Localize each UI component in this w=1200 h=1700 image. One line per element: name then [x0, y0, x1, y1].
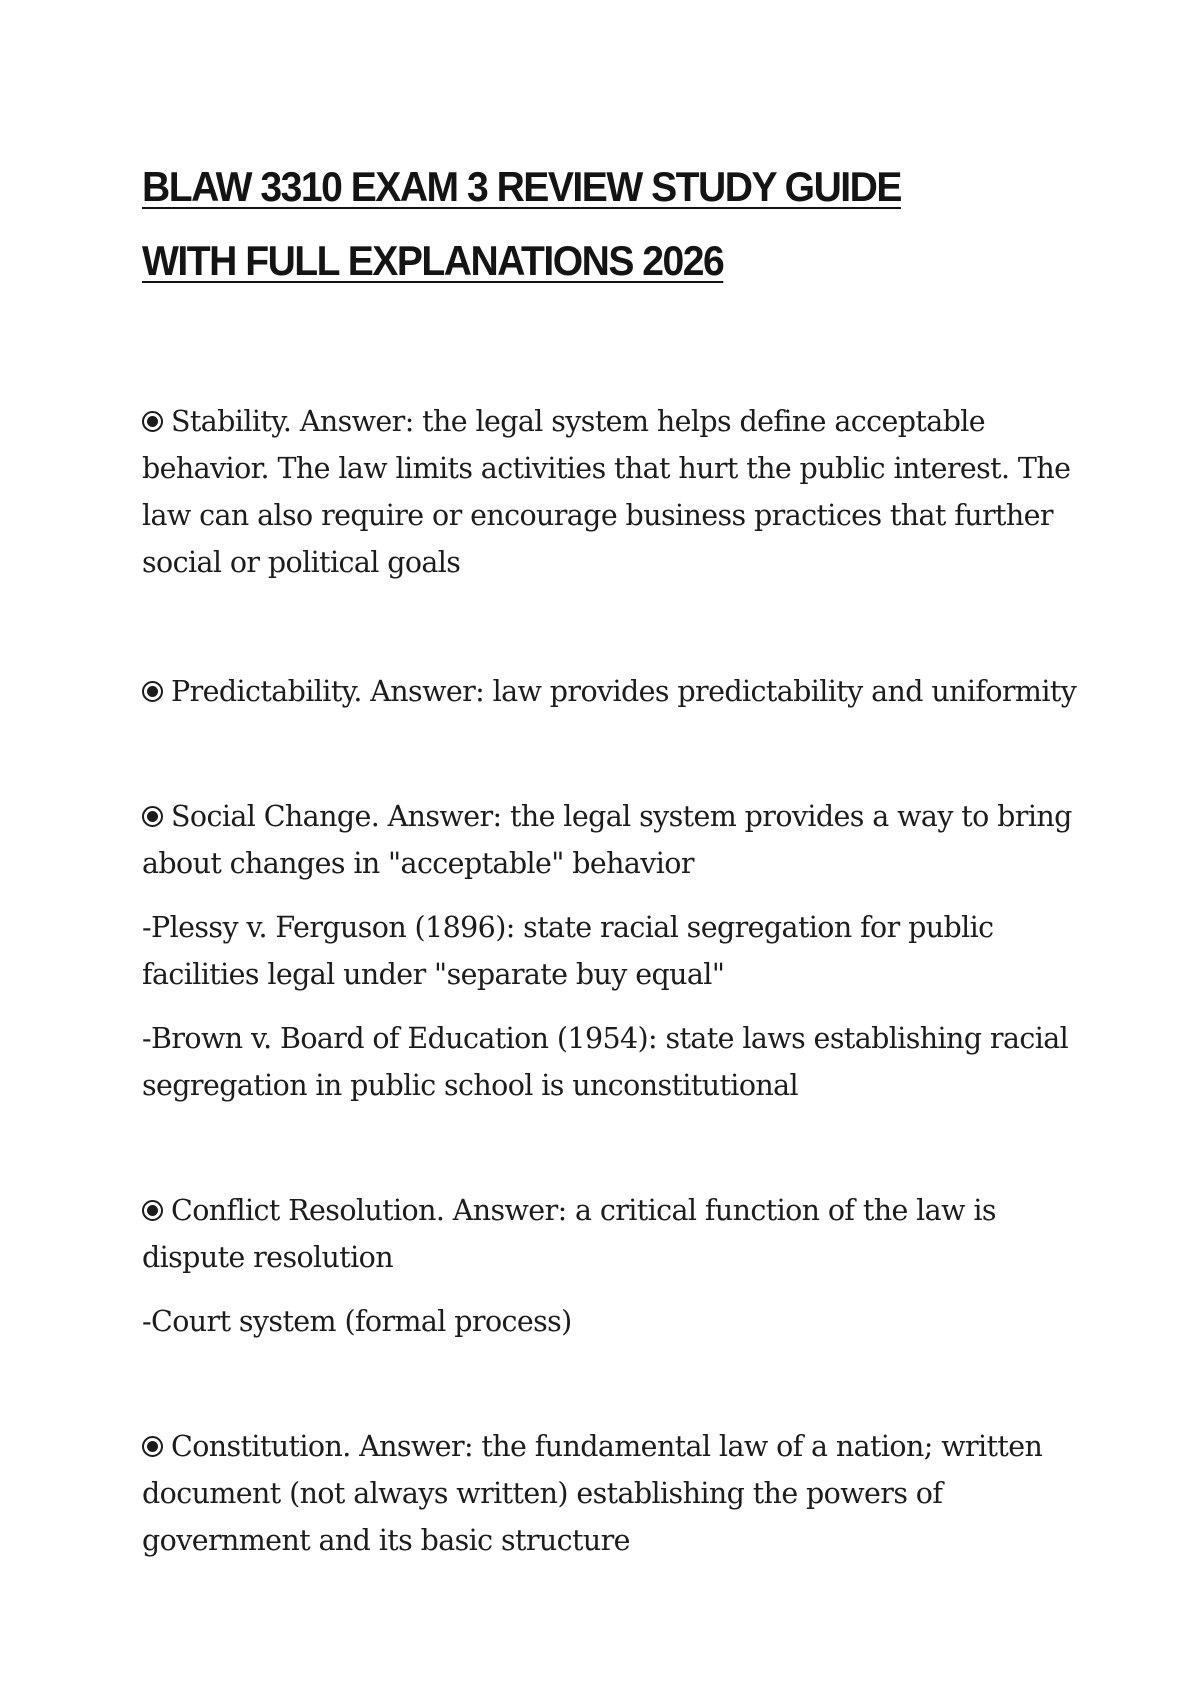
entry-social-change [142, 793, 1082, 1109]
radio-bullet-icon [142, 1200, 163, 1221]
document-title [142, 150, 1016, 298]
entry-text-row [142, 668, 1082, 715]
entry-stability [142, 398, 1082, 586]
entry-subpoint: -Brown v. Board of Education (1954): state laws establishing racial segregation in public school is unconstitutional [142, 1022, 1069, 1102]
entry-predictability [142, 668, 1082, 715]
entry-text: Predictability. Answer: law provides predictability and uniformity [171, 675, 1077, 708]
entry-text: Constitution. Answer: the fundamental law of a nation; written document (not always written) establishing the powers of government and its basic structure [142, 1430, 1043, 1557]
radio-bullet-icon [142, 411, 163, 432]
entry-list [142, 398, 1082, 1564]
entry-subpoint: -Plessy v. Ferguson (1896): state racial segregation for public facilities legal under "separate buy equal" [142, 911, 994, 991]
title-line-2: WITH FULL EXPLANATIONS 2026 [142, 237, 724, 284]
entry-text-row [142, 1187, 1082, 1281]
radio-bullet-icon [142, 1436, 163, 1457]
entry-constitution [142, 1423, 1082, 1564]
entry-text-row [142, 793, 1082, 887]
title-line-1: BLAW 3310 EXAM 3 REVIEW STUDY GUIDE [142, 163, 901, 210]
entry-subpoint: -Court system (formal process) [142, 1305, 572, 1338]
entry-text: Social Change. Answer: the legal system provides a way to bring about changes in "acceptable" behavior [142, 800, 1072, 880]
radio-bullet-icon [142, 806, 163, 827]
document-page [142, 150, 1082, 1646]
entry-text: Stability. Answer: the legal system helps define acceptable behavior. The law limits activities that hurt the public interest. The law can also require or encourage business practices that further social or political goals [142, 405, 1071, 579]
entry-conflict-resolution [142, 1187, 1082, 1345]
radio-bullet-icon [142, 681, 163, 702]
entry-text: Conflict Resolution. Answer: a critical function of the law is dispute resolution [142, 1194, 996, 1274]
entry-text-row [142, 398, 1082, 586]
entry-text-row [142, 1423, 1082, 1564]
